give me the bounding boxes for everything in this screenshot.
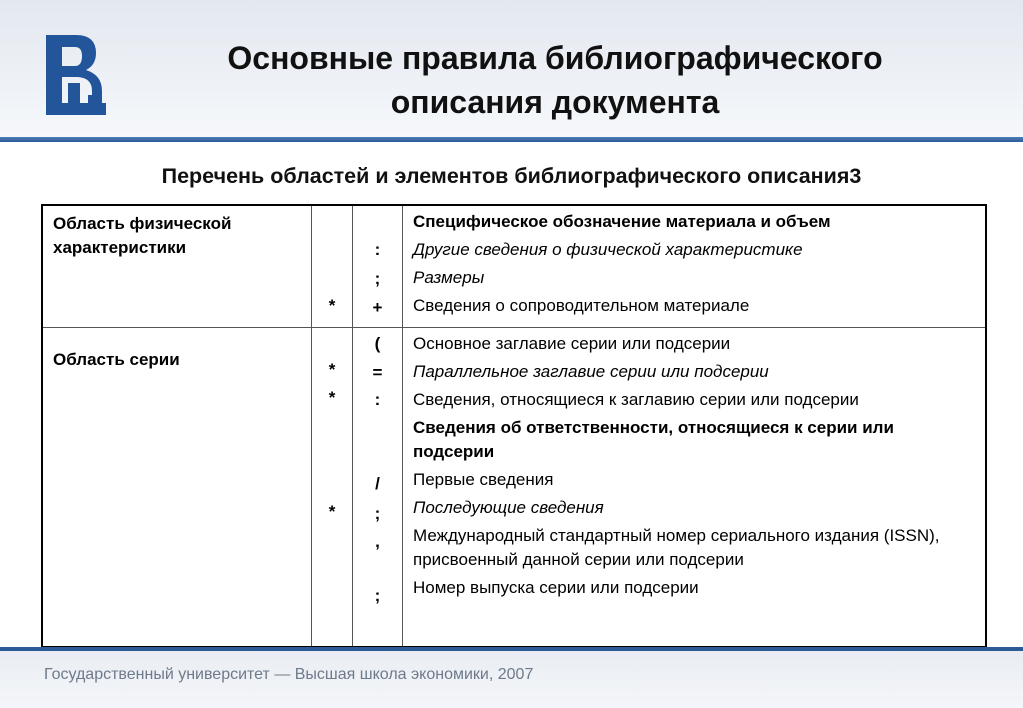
element-text: Сведения о сопроводительном материале: [413, 296, 750, 315]
table-row-physical: [42, 205, 986, 328]
area-cell: Область физической характеристики: [42, 205, 312, 328]
title-line-2: описания документа: [390, 84, 720, 120]
symbol-column: [353, 205, 403, 328]
punctuation-mark: ;: [374, 586, 381, 605]
header-divider: [0, 137, 1023, 142]
star-mark: *: [328, 360, 336, 379]
element-text: Последующие сведения: [413, 498, 604, 517]
table-row-series: [42, 328, 986, 648]
elements-cell: [403, 205, 987, 328]
punctuation-mark: :: [374, 240, 381, 259]
star-mark: *: [328, 502, 336, 521]
bibliographic-areas-table: [41, 204, 987, 648]
star-mark: *: [328, 388, 336, 407]
punctuation-mark: =: [372, 363, 383, 382]
title-line-1: Основные правила библиографического: [227, 40, 883, 76]
table-caption: Перечень областей и элементов библиографического описания3: [161, 164, 862, 188]
punctuation-mark: +: [372, 298, 383, 317]
area-cell: Область серии: [42, 328, 312, 648]
element-text: Первые сведения: [413, 470, 554, 489]
element-text: Сведения, относящиеся к заглавию серии или подсерии: [413, 390, 859, 409]
star-mark: *: [328, 296, 336, 315]
punctuation-mark: (: [374, 334, 381, 353]
elements-cell: [403, 328, 987, 648]
element-text: Номер выпуска серии или подсерии: [413, 578, 699, 597]
punctuation-mark: ;: [374, 269, 381, 288]
punctuation-mark: /: [375, 474, 380, 493]
star-column: [312, 328, 353, 648]
element-text: Международный стандартный номер сериального издания (ISSN), присвоенный данной серии или подсерии: [413, 526, 940, 569]
element-text: Основное заглавие серии или подсерии: [413, 334, 731, 353]
punctuation-mark: ,: [375, 532, 380, 551]
punctuation-mark: :: [374, 390, 381, 409]
symbol-column: [353, 328, 403, 648]
page-title: [130, 36, 980, 124]
element-text: Специфическое обозначение материала и объем: [413, 212, 831, 231]
element-text: Сведения об ответственности, относящиеся к серии или подсерии: [413, 418, 894, 461]
star-column: [312, 205, 353, 328]
element-text: Параллельное заглавие серии или подсерии: [413, 362, 769, 381]
footer-text: Государственный университет — Высшая школа экономики, 2007: [44, 666, 534, 683]
hse-logo-icon: [42, 33, 110, 117]
element-text: Размеры: [413, 268, 485, 287]
element-text: Другие сведения о физической характеристике: [413, 240, 803, 259]
punctuation-mark: ;: [374, 504, 381, 523]
